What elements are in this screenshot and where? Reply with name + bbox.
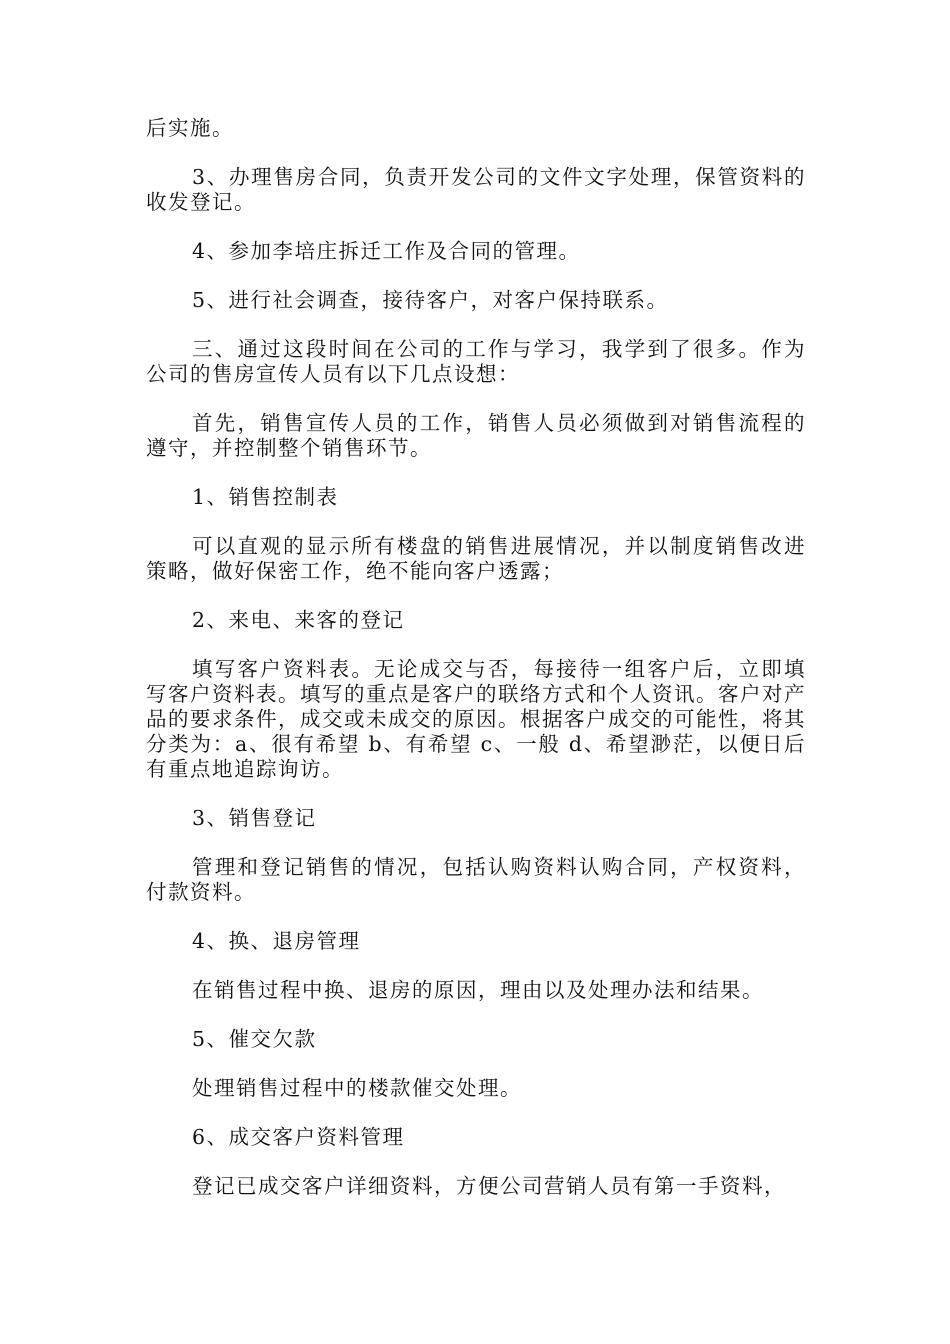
paragraph-payment-collection: 处理销售过程中的楼款催交处理。 xyxy=(192,1076,522,1100)
heading-customer-records: 6、成交客户资料管理 xyxy=(192,1125,405,1149)
paragraph-first: 首先，销售宣传人员的工作，销售人员必须做到对销售流程的遵守，并控制整个销售环节。 xyxy=(146,411,806,460)
heading-call-visit-registration: 2、来电、来客的登记 xyxy=(192,608,405,632)
heading-sales-registration: 3、销售登记 xyxy=(192,806,317,830)
paragraph-continuation: 后实施。 xyxy=(146,116,234,140)
paragraph-item-3-contracts: 3、办理售房合同，负责开发公司的文件文字处理，保管资料的收发登记。 xyxy=(146,165,806,214)
heading-payment-collection: 5、催交欠款 xyxy=(192,1027,317,1051)
heading-sales-control-table: 1、销售控制表 xyxy=(192,485,339,509)
document-body xyxy=(146,116,806,1223)
paragraph-customer-records: 登记已成交客户详细资料，方便公司营销人员有第一手资料， xyxy=(192,1174,786,1198)
paragraph-sales-registration: 管理和登记销售的情况，包括认购资料认购合同，产权资料，付款资料。 xyxy=(146,855,806,904)
paragraph-sales-control-table: 可以直观的显示所有楼盘的销售进展情况，并以制度销售改进策略，做好保密工作，绝不能向客户透露； xyxy=(146,534,806,583)
paragraph-item-5-survey: 5、进行社会调查，接待客户，对客户保持联系。 xyxy=(192,288,669,312)
paragraph-call-visit-registration: 填写客户资料表。无论成交与否，每接待一组客户后，立即填写客户资料表。填写的重点是客户的联络方式和个人资讯。客户对产品的要求条件，成交或未成交的原因。根据客户成交的可能性，将其分类为：a、很有希望 b、有希望 c、一般 d、希望渺茫，以便日后有重点地追踪询访。 xyxy=(146,657,806,781)
heading-exchange-return: 4、换、退房管理 xyxy=(192,929,361,953)
paragraph-exchange-return: 在销售过程中换、退房的原因，理由以及处理办法和结果。 xyxy=(192,978,764,1002)
paragraph-section-three: 三、通过这段时间在公司的工作与学习，我学到了很多。作为公司的售房宣传人员有以下几点设想： xyxy=(146,337,806,386)
paragraph-item-4-demolition: 4、参加李培庄拆迁工作及合同的管理。 xyxy=(192,239,581,263)
